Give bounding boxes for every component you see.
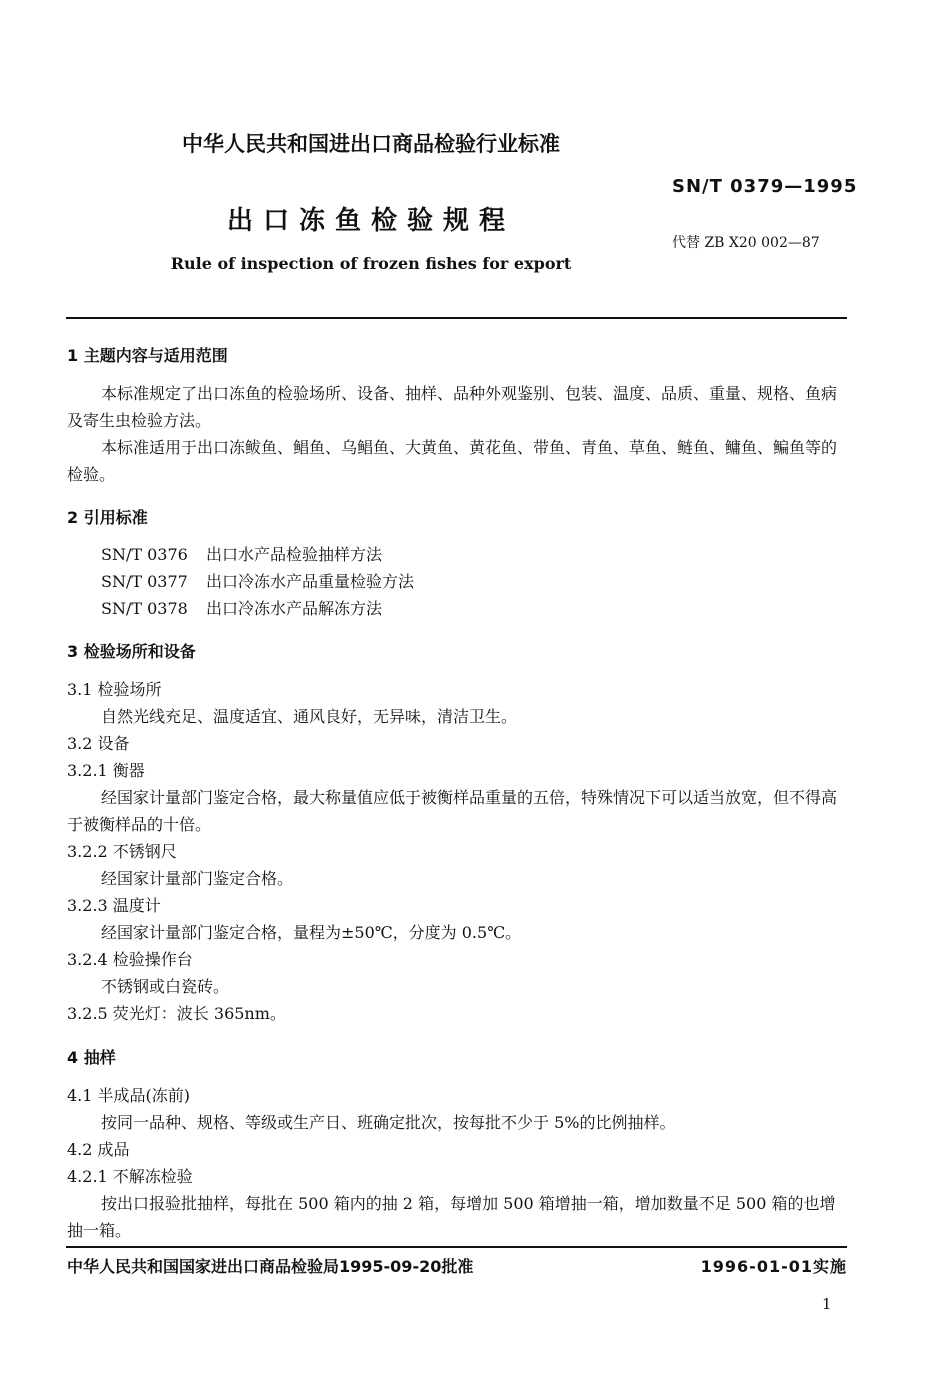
effective-date: 1996-01-01实施 <box>700 1257 847 1276</box>
subsection-3-1-heading: 3.1 检验场所 <box>67 680 162 699</box>
subsection-4-1-heading: 4.1 半成品(冻前) <box>67 1086 191 1105</box>
reference-title: 出口冷冻水产品重量检验方法 <box>206 572 415 591</box>
document-title: 出口冻鱼检验规程 <box>226 206 515 236</box>
org-title: 中华人民共和国进出口商品检验行业标准 <box>182 132 560 156</box>
subsection-4-2-heading: 4.2 成品 <box>67 1140 130 1159</box>
subsection-3-2-2-text: 经国家计量部门鉴定合格。 <box>101 869 294 888</box>
section-4-heading: 4 抽样 <box>67 1048 116 1067</box>
subsection-3-2-1-text: 经国家计量部门鉴定合格，最大称量值应低于被衡样品重量的五倍，特殊情况下可以适当放宽，但不得高于被衡样品的十倍。 <box>67 788 838 834</box>
page-number: 1 <box>822 1295 832 1313</box>
subsection-4-2-1-text: 按出口报验批抽样，每批在 500 箱内的抽 2 箱，每增加 500 箱增抽一箱，增加数量不足 500 箱的也增抽一箱。 <box>67 1194 836 1240</box>
subsection-3-2-4-text: 不锈钢或白瓷砖。 <box>101 977 230 996</box>
subsection-3-2-5-heading: 3.2.5 荧光灯：波长 365nm。 <box>67 1004 286 1023</box>
reference-item <box>101 541 382 568</box>
reference-item <box>101 568 414 595</box>
subsection-3-2-1-heading: 3.2.1 衡器 <box>67 761 145 780</box>
replaces-standard: 代替 ZB X20 002—87 <box>672 235 820 251</box>
section-3-heading: 3 检验场所和设备 <box>67 642 196 661</box>
approval-line: 中华人民共和国国家进出口商品检验局1995-09-20批准 <box>67 1257 474 1276</box>
subsection-3-2-2-heading: 3.2.2 不锈钢尺 <box>67 842 177 861</box>
section-1-paragraph-2: 本标准适用于出口冻鲅鱼、鲳鱼、乌鲳鱼、大黄鱼、黄花鱼、带鱼、青鱼、草鱼、鲢鱼、鳙鱼、鳊鱼等的检验。 <box>67 438 838 484</box>
reference-code: SN/T 0376 <box>101 545 188 564</box>
subsection-3-2-4-heading: 3.2.4 检验操作台 <box>67 950 193 969</box>
reference-code: SN/T 0378 <box>101 599 188 618</box>
subsection-3-2-3-text: 经国家计量部门鉴定合格，量程为±50℃，分度为 0.5℃。 <box>101 923 522 942</box>
reference-code: SN/T 0377 <box>101 572 188 591</box>
subsection-3-1-text: 自然光线充足、温度适宜、通风良好，无异味，清洁卫生。 <box>101 707 518 726</box>
subsection-4-2-1-heading: 4.2.1 不解冻检验 <box>67 1167 193 1186</box>
reference-title: 出口冷冻水产品解冻方法 <box>206 599 383 618</box>
standard-number: SN/T 0379—1995 <box>672 176 858 197</box>
subsection-3-2-heading: 3.2 设备 <box>67 734 130 753</box>
reference-title: 出口水产品检验抽样方法 <box>206 545 383 564</box>
section-1-paragraph-1: 本标准规定了出口冻鱼的检验场所、设备、抽样、品种外观鉴别、包装、温度、品质、重量、规格、鱼病及寄生虫检验方法。 <box>67 384 838 430</box>
footer-divider <box>66 1246 847 1248</box>
english-title: Rule of inspection of frozen fishes for export <box>170 254 572 273</box>
header-divider <box>66 317 847 319</box>
section-2-heading: 2 引用标准 <box>67 508 148 527</box>
reference-item <box>101 595 382 622</box>
subsection-4-1-text: 按同一品种、规格、等级或生产日、班确定批次，按每批不少于 5%的比例抽样。 <box>101 1113 676 1132</box>
subsection-3-2-3-heading: 3.2.3 温度计 <box>67 896 161 915</box>
section-1-heading: 1 主题内容与适用范围 <box>67 346 228 365</box>
